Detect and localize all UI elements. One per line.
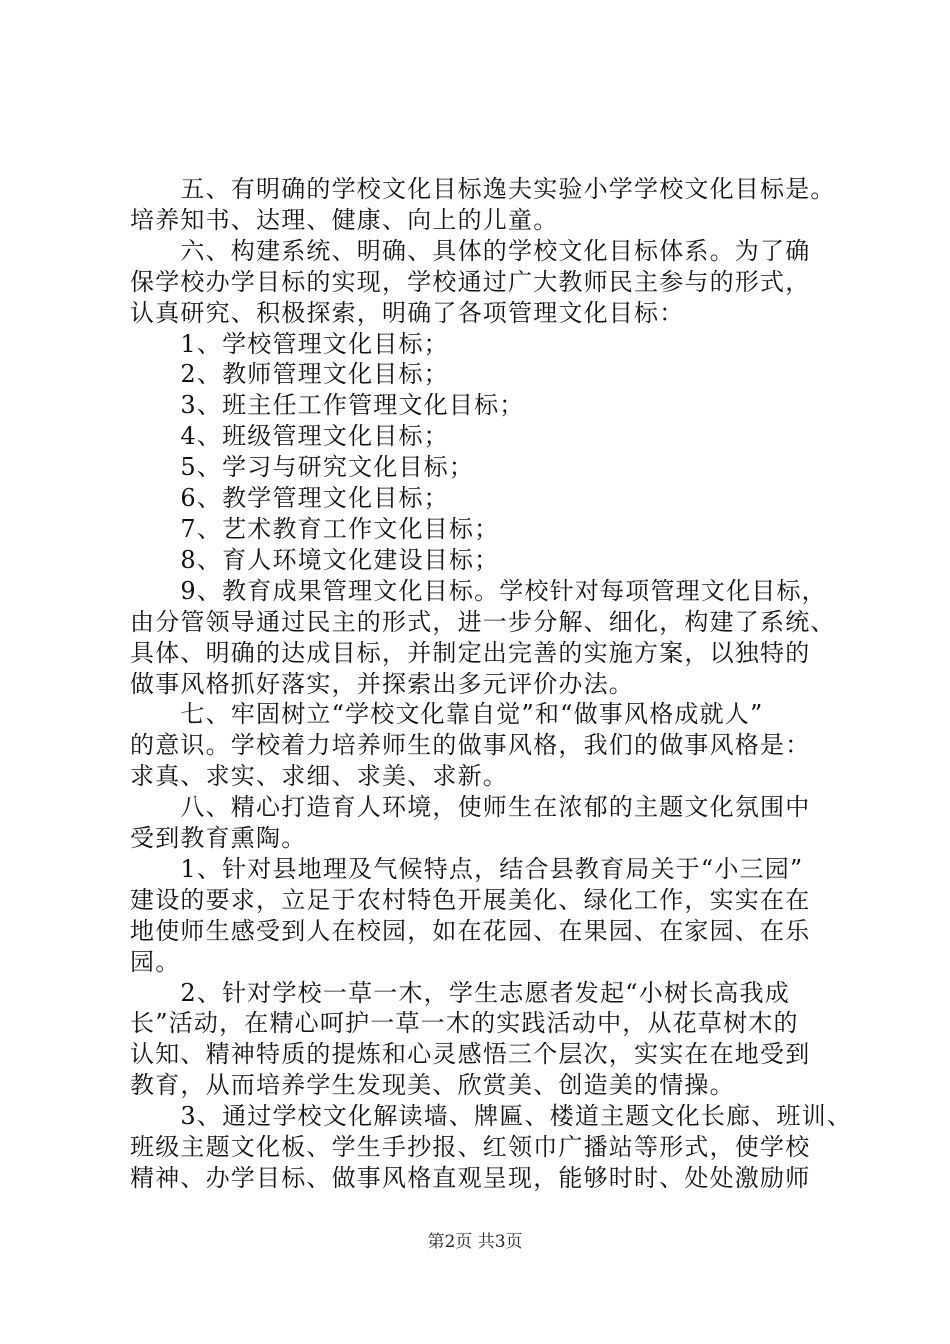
text-line: 8、育人环境文化建设目标； bbox=[130, 545, 500, 574]
text-line: 1、针对县地理及气候特点，结合县教育局关于“小三园” bbox=[130, 854, 804, 883]
text-line: 2、针对学校一草一木，学生志愿者发起“小树长高我成 bbox=[130, 978, 790, 1007]
text-line: 求真、求实、求细、求美、求新。 bbox=[130, 762, 508, 791]
text-line: 七、牢固树立“学校文化靠自觉”和“做事风格成就人” bbox=[130, 700, 764, 729]
text-line: 培养知书、达理、健康、向上的儿童。 bbox=[130, 205, 559, 234]
text-line: 9、教育成果管理文化目标。学校针对每项管理文化目标， bbox=[130, 576, 827, 605]
text-line: 认知、精神特质的提炼和心灵感悟三个层次，实实在在地受到 bbox=[130, 1040, 811, 1069]
text-line: 5、学习与研究文化目标； bbox=[130, 453, 475, 482]
text-line: 五、有明确的学校文化目标逸夫实验小学学校文化目标是。 bbox=[130, 175, 836, 203]
text-line: 7、艺术教育工作文化目标； bbox=[130, 514, 500, 543]
text-line: 做事风格抓好落实，并探索出多元评价办法。 bbox=[130, 669, 634, 698]
text-line: 精神、办学目标、做事风格直观呈现，能够时时、处处激励师 bbox=[130, 1164, 811, 1192]
text-line: 班级主题文化板、学生手抄报、红领巾广播站等形式，使学校 bbox=[130, 1133, 811, 1162]
text-line: 八、精心打造育人环境，使师生在浓郁的主题文化氛围中 bbox=[130, 793, 811, 822]
text-line: 3、班主任工作管理文化目标； bbox=[130, 391, 525, 420]
text-line: 教育，从而培养学生发现美、欣赏美、创造美的情操。 bbox=[130, 1071, 735, 1100]
page-footer: 第2页 共3页 bbox=[427, 1232, 523, 1252]
text-line: 长”活动，在精心呵护一草一木的实践活动中，从花草树木的 bbox=[130, 1009, 799, 1038]
text-line: 1、学校管理文化目标； bbox=[130, 329, 449, 358]
text-line: 的意识。学校着力培养师生的做事风格，我们的做事风格是： bbox=[130, 731, 811, 760]
text-line: 4、班级管理文化目标； bbox=[130, 422, 449, 451]
text-line: 2、教师管理文化目标； bbox=[130, 360, 449, 389]
text-line: 建设的要求，立足于农村特色开展美化、绿化工作，实实在在 bbox=[130, 885, 811, 914]
text-line: 保学校办学目标的实现，学校通过广大教师民主参与的形式， bbox=[130, 267, 811, 296]
text-line: 园。 bbox=[130, 947, 181, 976]
text-line: 受到教育熏陶。 bbox=[130, 824, 307, 853]
text-line: 认真研究、积极探索，明确了各项管理文化目标： bbox=[130, 298, 685, 327]
text-line: 3、通过学校文化解读墙、牌匾、楼道主题文化长廊、班训、 bbox=[130, 1102, 853, 1131]
text-line: 由分管领导通过民主的形式，进一步分解、细化，构建了系统、 bbox=[130, 607, 836, 636]
document-body bbox=[130, 174, 853, 1194]
text-line: 具体、明确的达成目标，并制定出完善的实施方案，以独特的 bbox=[130, 638, 811, 667]
text-line: 地使师生感受到人在校园，如在花园、在果园、在家园、在乐 bbox=[130, 916, 811, 945]
text-line: 六、构建系统、明确、具体的学校文化目标体系。为了确 bbox=[130, 236, 811, 265]
text-line: 6、教学管理文化目标； bbox=[130, 484, 449, 513]
